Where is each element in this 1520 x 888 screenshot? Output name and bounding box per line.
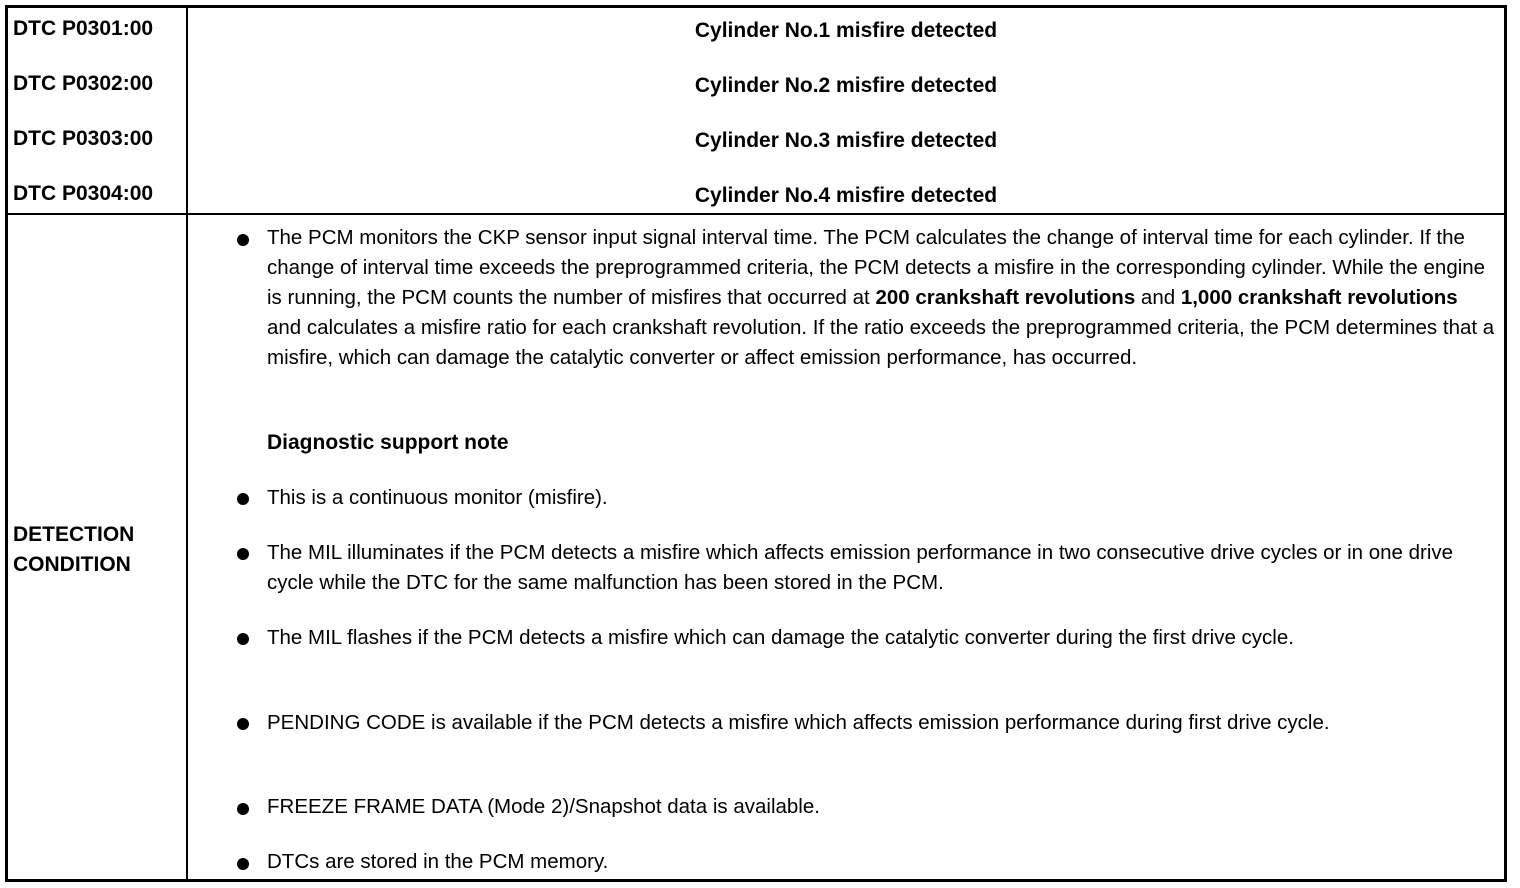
- intro-text: and: [1135, 286, 1181, 309]
- note-item: FREEZE FRAME DATA (Mode 2)/Snapshot data is available.: [267, 795, 820, 818]
- bullet-icon: [237, 548, 249, 560]
- bullet-icon: [237, 718, 249, 730]
- dtc-description: Cylinder No.1 misfire detected: [694, 19, 998, 42]
- note-item: The MIL flashes if the PCM detects a misfire which can damage the catalytic converter during the first drive cycle.: [267, 626, 1294, 649]
- intro-paragraph: [267, 223, 1497, 373]
- detection-condition-label: [13, 520, 134, 580]
- dtc-code: DTC P0303:00: [13, 127, 154, 150]
- dtc-description: Cylinder No.4 misfire detected: [694, 184, 998, 207]
- label-line: DETECTION: [13, 523, 135, 546]
- dtc-code: DTC P0302:00: [13, 72, 154, 95]
- bullet-icon: [237, 234, 249, 246]
- note-item: This is a continuous monitor (misfire).: [267, 486, 608, 509]
- note-item: The MIL illuminates if the PCM detects a misfire which affects emission performance in two consecutive drive cycles or in one drive cycle while the DTC for the same malfunction has been stored in the PCM.: [267, 541, 1454, 594]
- note-item: PENDING CODE is available if the PCM detects a misfire which affects emission performance during first drive cycle.: [267, 711, 1330, 734]
- dtc-table: [5, 5, 1507, 882]
- dtc-code: DTC P0301:00: [13, 17, 154, 40]
- dtc-code: DTC P0304:00: [13, 182, 154, 205]
- intro-bold: 200 crankshaft revolutions: [875, 286, 1136, 309]
- dtc-description: Cylinder No.2 misfire detected: [694, 74, 998, 97]
- row-divider: [8, 213, 1504, 215]
- intro-bold: 1,000 crankshaft revolutions: [1180, 286, 1458, 309]
- bullet-icon: [237, 493, 249, 505]
- intro-text: and calculates a misfire ratio for each crankshaft revolution. If the ratio exceeds the preprogrammed criteria, the PCM determines that a misfire, which can damage the catalytic converter or affect emission performance, has occurred.: [267, 316, 1495, 369]
- bullet-icon: [237, 803, 249, 815]
- label-line: CONDITION: [13, 553, 131, 576]
- dtc-description: Cylinder No.3 misfire detected: [694, 129, 998, 152]
- intro-text: The PCM monitors the CKP sensor input signal interval time. The PCM calculates the change of interval time for each cylinder. If the change of interval time exceeds the preprogrammed criteria, the PCM detects a misfire in the corresponding cylinder. While the engine is running, the PCM counts the number of misfires that occurred at: [267, 226, 1486, 309]
- note-heading: Diagnostic support note: [267, 431, 509, 454]
- bullet-icon: [237, 633, 249, 645]
- bullet-icon: [237, 858, 249, 870]
- note-item: DTCs are stored in the PCM memory.: [267, 850, 609, 873]
